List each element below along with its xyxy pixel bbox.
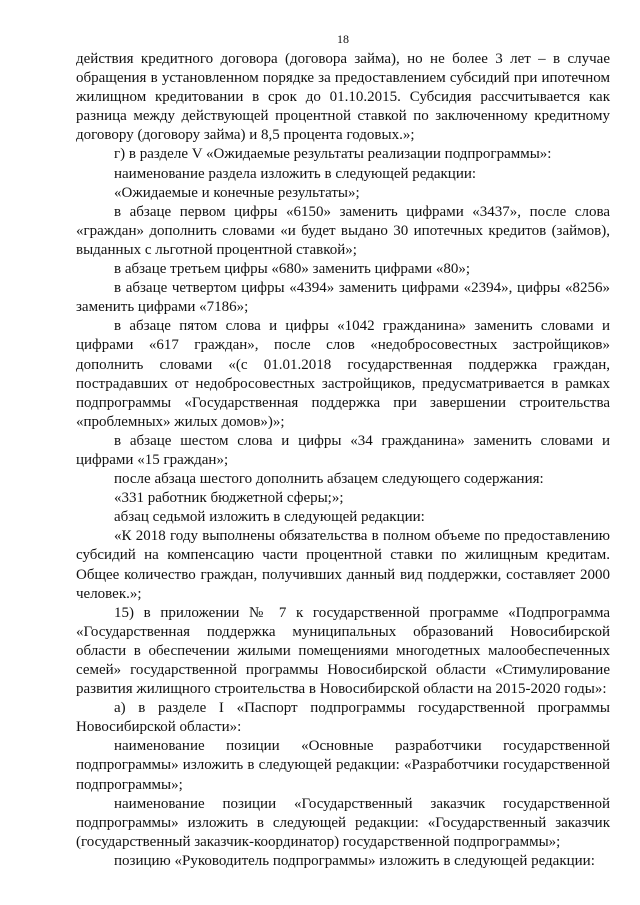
paragraph: г) в разделе V «Ожидаемые результаты реализации подпрограммы»: (114, 146, 552, 163)
paragraph: в абзаце третьем цифры «680» заменить цифрами «80»; (114, 261, 470, 278)
document-body (76, 50, 610, 871)
document-page (76, 32, 610, 871)
paragraph: действия кредитного договора (договора займа), но не более 3 лет – в случае обращения в установленном порядке за предоставлением субсидий при ипотечном жилищном кредитовании в срок до 01.10.2015. Субсидия рассчитывается как разница между действующей процентной ставкой по заключенному кредитному договору (договору займа) и 8,5 процента годовых.»; (76, 51, 610, 144)
paragraph: после абзаца шестого дополнить абзацем следующего содержания: (114, 471, 544, 488)
paragraph: 15) в приложении № 7 к государственной программе «Подпрограмма «Государственная поддержка муниципальных образований Новосибирской области в обеспечении жилыми помещениями многодетных малообеспеченных семей» государственной программы Новосибирской области «Стимулирование развития жилищного строительства в Новосибирской области на 2015-2020 годы»: (76, 604, 610, 698)
paragraph: наименование позиции «Основные разработчики государственной подпрограммы» изложить в следующей редакции: «Разработчики государственной подпрограммы»; (76, 738, 610, 793)
paragraph: в абзаце первом цифры «6150» заменить цифрами «3437», после слова «граждан» дополнить словами «и будет выдано 30 ипотечных кредитов (займов), выданных с льготной процентной ставкой»; (76, 203, 610, 258)
paragraph: в абзаце пятом слова и цифры «1042 гражданина» заменить словами и цифрами «617 граждан», после слов «недобросовестных застройщиков» дополнить словами «(с 01.01.2018 государственная поддержка граждан, пострадавших от недобросовестных застройщиков, предусматривается в рамках подпрограммы «Государственная поддержка при завершении строительства «проблемных» жилых домов»)»; (76, 318, 610, 430)
paragraph: а) в разделе I «Паспорт подпрограммы государственной программы Новосибирской области»: (76, 700, 610, 736)
paragraph: «К 2018 году выполнены обязательства в полном объеме по предоставлению субсидий на компенсацию части процентной ставки по жилищным кредитам. Общее количество граждан, получивших данный вид поддержки, составляет 2000 человек.»; (76, 528, 610, 602)
paragraph: в абзаце четвертом цифры «4394» заменить цифрами «2394», цифры «8256» заменить цифрами «7186»; (76, 280, 610, 316)
paragraph: наименование позиции «Государственный заказчик государственной подпрограммы» изложить в следующей редакции: «Государственный заказчик (государственный заказчик-координатор) государственной подпрограммы»; (76, 795, 610, 850)
paragraph: в абзаце шестом слова и цифры «34 гражданина» заменить словами и цифрами «15 граждан»; (76, 432, 610, 468)
paragraph: наименование раздела изложить в следующей редакции: (114, 165, 477, 182)
paragraph: позицию «Руководитель подпрограммы» изложить в следующей редакции: (114, 852, 595, 869)
paragraph: «Ожидаемые и конечные результаты»; (114, 184, 360, 201)
paragraph: «331 работник бюджетной сферы;»; (114, 490, 344, 507)
paragraph: абзац седьмой изложить в следующей редакции: (114, 509, 425, 526)
page-number: 18 (337, 32, 349, 46)
